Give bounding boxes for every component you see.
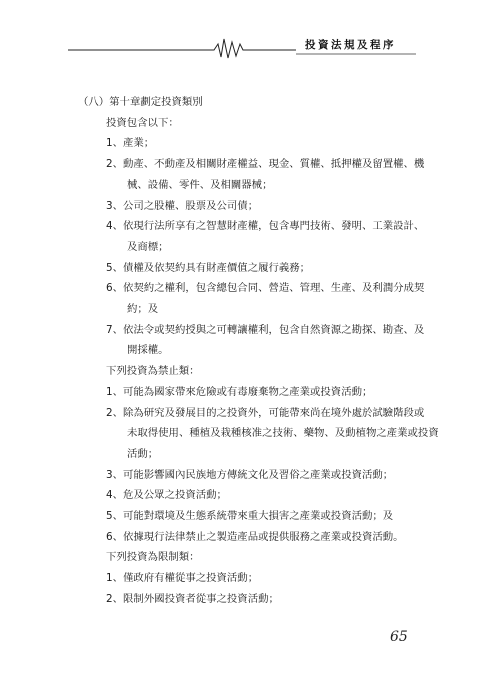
restricted-item-line: 1、僅政府有權從事之投資活動； [106, 572, 259, 585]
section-title: （八）第十章劃定投資類別 [78, 96, 203, 108]
prohibited-item-line: 3、可能影響國內民族地方傳統文化及習俗之產業或投資活動； [106, 468, 394, 481]
investment-item-line: 6、依契約之權利，包含總包合同、營造、管理、生產、及利潤分成契 [106, 282, 425, 295]
prohibited-item-line: 1、可能為國家帶來危險或有毒廢棄物之產業或投資活動； [106, 385, 373, 398]
intro-text: 投資包含以下： [106, 116, 179, 129]
investment-item-line: 1、產業； [106, 137, 155, 150]
page-header [0, 30, 480, 62]
investment-item-line: 械、設備、零件、及相關器械； [127, 178, 273, 191]
header-title: 投資法規及程序 [305, 39, 396, 51]
investment-item-line: 及商標； [127, 240, 169, 253]
prohibited-item-line: 未取得使用、種植及栽種核准之技術、藥物、及動植物之產業或投資 [127, 427, 439, 440]
investment-item-line: 3、公司之股權、股票及公司債； [106, 199, 259, 212]
investment-item-line: 5、債權及依契約具有財產價值之履行義務； [106, 261, 311, 274]
prohibited-item-line: 4、危及公眾之投資活動； [106, 489, 227, 502]
investment-item-line: 約；及 [127, 303, 159, 315]
restricted-item-line: 2、限制外國投資者從事之投資活動； [106, 592, 279, 605]
prohibited-item-line: 5、可能對環境及生態系統帶來重大損害之產業或投資活動；及 [106, 510, 394, 522]
investment-item-line: 7、依法令或契約授與之可轉讓權利，包含自然資源之勘探、勘查、及 [106, 323, 425, 336]
prohibited-heading: 下列投資為禁止類： [106, 365, 200, 378]
header-heartbeat-line [0, 30, 480, 62]
page-number: 65 [390, 629, 408, 645]
prohibited-item-line: 2、除為研究及發展目的之投資外，可能帶來尚在境外處於試驗階段或 [106, 406, 425, 419]
restricted-heading: 下列投資為限制類： [106, 551, 200, 564]
investment-item-line: 4、依現行法所享有之智慧財產權，包含專門技術、發明、工業設計、 [106, 220, 425, 233]
investment-item-line: 2、動產、不動產及相關財產權益、現金、質權、抵押權及留置權、機 [106, 158, 425, 171]
prohibited-item-line: 6、依據現行法律禁止之製造產品或提供服務之產業或投資活動。 [106, 530, 404, 543]
investment-item-line: 開採權。 [127, 344, 169, 357]
prohibited-item-line: 活動； [127, 447, 159, 460]
